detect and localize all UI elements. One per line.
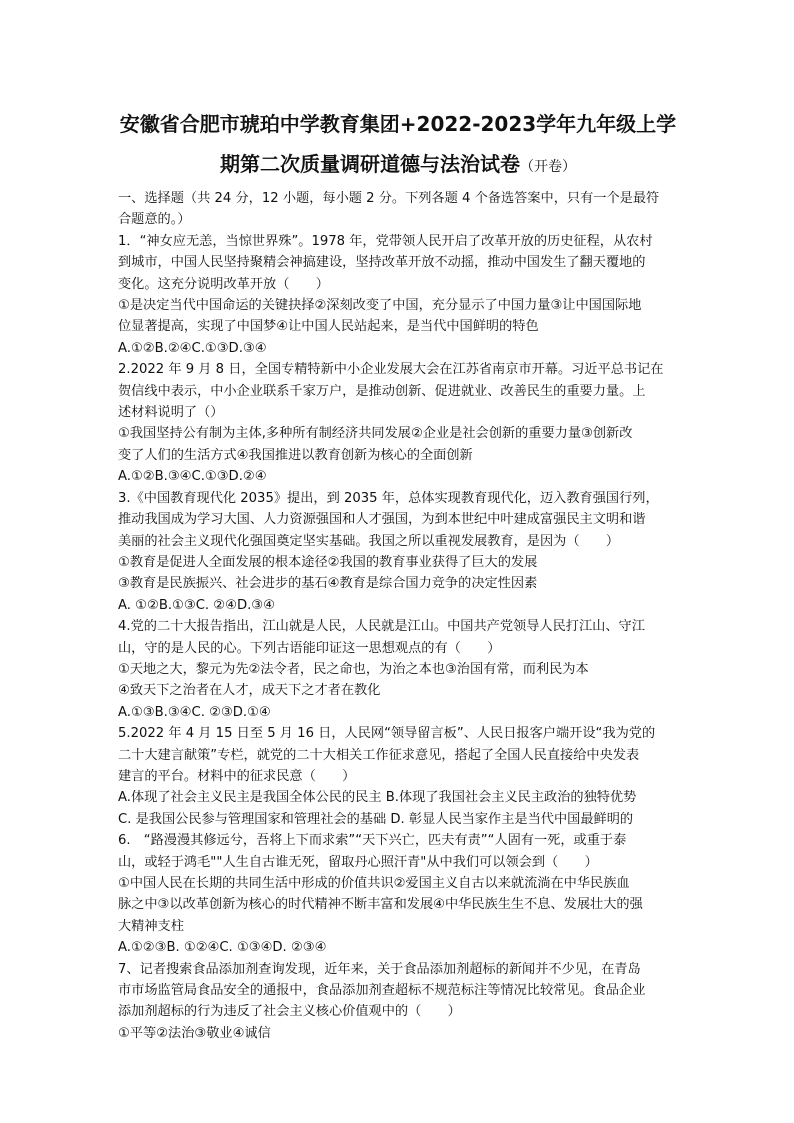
text-line: 山，守的是人民的心。下列古语能印证这一思想观点的有（ ） xyxy=(118,640,501,656)
exam-title-tag: （开卷） xyxy=(520,159,576,175)
text-line: ④致天下之治者在人才，成天下之才者在教化 xyxy=(118,683,381,699)
text-line: ①教育是促进人全面发展的根本途径②我国的教育事业获得了巨大的发展 xyxy=(118,554,538,570)
text-line: 7、记者搜索食品添加剂查询发现，近年来，关于食品添加剂超标的新闻并不少见，在青岛 xyxy=(118,961,641,977)
text-line: A.①②B.③④C.①③D.②④ xyxy=(118,469,267,485)
text-line: A.体现了社会主义民主是我国全体公民的民主 B.体现了我国社会主义民主政治的独特优势 xyxy=(118,790,637,806)
text-line: 贺信线中表示，中小企业联系千家万户，是推动创新、促进就业、改善民生的重要力量。上 xyxy=(118,383,646,399)
text-line: 述材料说明了（） xyxy=(118,405,224,421)
text-line: 到城市，中国人民坚持聚精会神搞建设，坚持改革开放不动摇，推动中国发生了翻天覆地的 xyxy=(118,255,646,271)
text-line: 位显著提高，实现了中国梦④让中国人民站起来，是当代中国鲜明的特色 xyxy=(118,319,539,335)
text-line: 6. “路漫漫其修远兮，吾将上下而求索”“天下兴亡，匹夫有责”“人固有一死，或重于泰 xyxy=(118,833,627,849)
text-line: 山，或轻于鸿毛""人生自古谁无死，留取丹心照汗青"从中我们可以领会到（ ） xyxy=(118,854,598,870)
exam-title-line-1: 安徽省合肥市琥珀中学教育集团+2022-2023学年九年级上学 xyxy=(119,112,677,136)
text-line: 4.党的二十大报告指出，江山就是人民，人民就是江山。中国共产党领导人民打江山、守江 xyxy=(118,619,645,635)
text-line: ①天地之大，黎元为先②法令者，民之命也，为治之本也③治国有常，而利民为本 xyxy=(118,661,589,677)
text-line: ①中国人民在长期的共同生活中形成的价值共识②爱国主义自古以来就流淌在中华民族血 xyxy=(118,876,630,891)
text-line: 2.2022 年 9 月 8 日，全国专精特新中小企业发展大会在江苏省南京市开幕。习近平总书记在 xyxy=(118,362,664,378)
text-line: 添加剂超标的行为违反了社会主义核心价值观中的（ ） xyxy=(118,1004,461,1020)
text-line: 5.2022 年 4 月 15 日至 5 月 16 日，人民网“领导留言板”、人民日报客户端开设“我为党的 xyxy=(118,726,656,742)
exam-body xyxy=(118,188,678,1044)
text-line: C. 是我国公民参与管理国家和管理社会的基础 D. 彰显人民当家作主是当代中国最鲜明的 xyxy=(118,811,634,827)
text-line: 变了人们的生活方式④我国推进以教育创新为核心的全面创新 xyxy=(118,447,473,463)
text-line: 脉之中③以改革创新为核心的时代精神不断丰富和发展④中华民族生生不息、发展壮大的强 xyxy=(118,897,643,913)
text-line: 合题意的。） xyxy=(118,212,191,228)
text-line: 一、选择题（共 24 分，12 小题，每小题 2 分。下列各题 4 个备选答案中，只有一个是最符 xyxy=(118,191,660,206)
text-line: ①是决定当代中国命运的关键抉择②深刻改变了中国，充分显示了中国力量③让中国国际地 xyxy=(118,298,642,314)
text-line: 美丽的社会主义现代化强国奠定坚实基础。我国之所以重视发展教育，是因为（ ） xyxy=(118,533,620,549)
text-line: 1．“神女应无恙，当惊世界殊”。1978 年，党带领人民开启了改革开放的历史征程，从农村 xyxy=(118,233,653,249)
text-line: 变化。这充分说明改革开放（ ） xyxy=(118,276,329,292)
text-line: 大精神支柱 xyxy=(118,918,184,934)
exam-page xyxy=(118,104,678,1044)
exam-title-text: 期第二次质量调研道德与法治试卷 xyxy=(220,152,520,176)
text-line: ③教育是民族振兴、社会进步的基石④教育是综合国力竞争的决定性因素 xyxy=(118,576,538,592)
text-line: A.①②B.②④C.①③D.③④ xyxy=(118,340,267,356)
text-line: ①我国坚持公有制为主体,多种所有制经济共同发展②企业是社会创新的重要力量③创新改 xyxy=(118,426,633,442)
exam-title-line-2 xyxy=(118,144,678,187)
text-line: A. ①②B.①③C. ②④D.③④ xyxy=(118,597,275,613)
text-line: A.①②③B. ①②④C. ①③④D. ②③④ xyxy=(118,940,327,956)
text-line: 推动我国成为学习大国、人力资源强国和人才强国，为到本世纪中叶建成富强民主文明和谐 xyxy=(118,512,646,528)
text-line: ①平等②法治③敬业④诚信 xyxy=(118,1025,271,1041)
text-line: A.①③B.③④C. ②③D.①④ xyxy=(118,704,271,720)
text-line: 市市场监管局食品安全的通报中，食品添加剂查超标不规范标注等情况比较常见。食品企业 xyxy=(118,983,646,999)
text-line: 3.《中国教育现代化 2035》提出，到 2035 年，总体实现教育现代化，迈入教育强国行列， xyxy=(118,490,659,506)
text-line: 建言的平台。材料中的征求民意（ ） xyxy=(118,768,356,784)
text-line: 二十大建言献策”专栏，就党的二十大相关工作征求意见，搭起了全国人民直接给中央发表 xyxy=(118,747,640,763)
